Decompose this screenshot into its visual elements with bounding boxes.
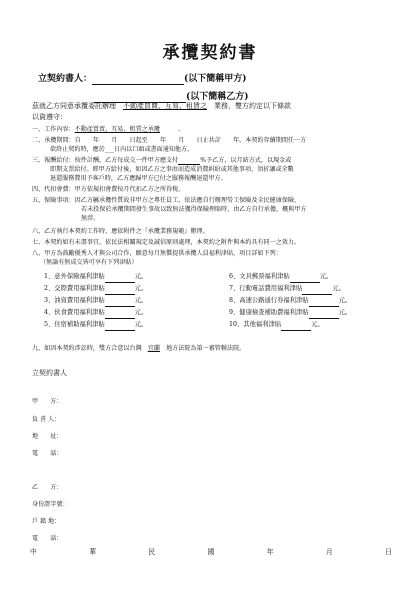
clause-3-text-tail: %予乙方，以月結方式，以現金或 [200, 157, 292, 164]
allowance-amount-field[interactable] [105, 323, 135, 331]
intro-text: 茲就乙方同意承攬委託辦理 [32, 102, 116, 110]
intro-line-2: 以資遵守： [32, 113, 67, 121]
court-location-field[interactable]: 宜蘭 [147, 345, 160, 352]
clause-2-line-2: 欲終止契約時，應於___日內以口頭或書面通知他方。 [50, 146, 194, 153]
allowance-item: 7、行動電話費用福利津貼 元。 [229, 283, 351, 295]
party-a-label: 立契約書人： [38, 74, 93, 84]
allowance-item: 3、油資費用福利津貼 元。 [44, 295, 147, 307]
allowance-amount-field[interactable] [105, 299, 135, 307]
clause-1-end: 。 [178, 126, 185, 133]
party-b-suffix: (以下簡稱乙方) [186, 92, 249, 102]
date-row [30, 546, 392, 556]
allowance-amount-field[interactable] [309, 311, 339, 319]
intro-line-1 [32, 102, 291, 110]
allowance-item: 9、健康檢查補助費福利津貼 元。 [229, 307, 351, 319]
document-title: 承攬契約書 [162, 43, 258, 63]
clause-8: 八、甲方為鼓勵優秀人才與公司合作，願意每月無償提供承攬人員福利津貼，項目詳如下列： [32, 250, 282, 257]
party-b-line [94, 84, 249, 103]
allowance-item: 6、文具郵票福利津貼 元。 [229, 271, 351, 283]
date-char: 月 [325, 548, 333, 556]
clause-3-line-2: 即期支票給付。經甲方給付後，如因乙方之事由而造成消費糾紛或其他事項，須折讓或全數 [50, 166, 294, 173]
date-char: 國 [207, 548, 215, 556]
date-char: 華 [89, 548, 96, 556]
allowance-amount-field[interactable] [105, 311, 135, 319]
clause-1-label: 一、工作內容： [32, 126, 75, 133]
sig-b-party: 乙 方： [32, 484, 63, 491]
allowance-list-left [44, 271, 147, 331]
date-char: 年 [266, 548, 274, 556]
allowance-item: 8、高速公路通行券福利津貼 元。 [229, 295, 351, 307]
date-char: 民 [148, 548, 156, 556]
sig-a-phone: 電 話： [32, 450, 63, 457]
allowance-amount-field[interactable] [105, 275, 135, 283]
party-a-line [38, 66, 247, 85]
sig-a-party: 甲 方： [32, 398, 63, 405]
clause-1 [32, 126, 184, 134]
intro-service-field[interactable]: 不動產買賣、互易、租賃之 [123, 102, 207, 110]
allowance-item: 10、其他福利津貼 元。 [229, 319, 351, 331]
allowance-item: 4、伙食費用福利津貼 元。 [44, 307, 147, 319]
allowance-amount-field[interactable] [105, 287, 135, 295]
sig-b-registered-address: 戶 籍 地： [32, 518, 61, 525]
intro-text-tail: 業務，雙方約定以下條款 [214, 102, 291, 110]
sig-a-address: 地 址： [32, 433, 63, 440]
allowance-amount-field[interactable] [290, 275, 320, 283]
party-a-suffix: (以下簡稱甲方) [184, 74, 247, 84]
clause-7: 七、本契約如有未盡事宜，依民法相關規定及誠信原則處理，本契約之附件與本約具有同一之效力。 [32, 239, 301, 246]
allowance-amount-field[interactable] [302, 287, 332, 295]
clause-6: 六、乙方執行本契約工作時，應依附件之『承攬業務規範』辦理。 [32, 228, 209, 235]
clause-9 [32, 345, 245, 353]
date-char: 中 [30, 548, 37, 556]
clause-9-text-tail: 地方法院為第一審管轄法院。 [166, 345, 246, 352]
sig-a-representative: 負 責 人： [32, 416, 61, 423]
sig-b-id-number: 身份證字號： [32, 501, 69, 508]
clause-3-line-3: 退還服務費用予客戶時，乙方應歸甲方已付之服務報酬退還甲方。 [50, 175, 227, 182]
commission-rate-field[interactable] [178, 157, 200, 165]
clause-8-note: （無論有無成交皆可享有下列津貼） [40, 259, 138, 266]
clause-5-line-1: 五、保險事項：因乙方屬承攬性質故非甲方之專任員工，依法應自行辦理勞工保險及全民健康保險， [32, 197, 301, 204]
clause-2-line-1: 二、承攬期間：自 年 月 日起至 年 月 日止共計 年，本契約存續期間任一方 [32, 137, 307, 144]
allowance-item: 1、意外保險福利津貼 元。 [44, 271, 147, 283]
allowance-amount-field[interactable] [281, 323, 311, 331]
allowance-item: 2、交際費用福利津貼 元。 [44, 283, 147, 295]
signature-heading: 立契約書人 [32, 369, 67, 377]
clause-3-line-1 [32, 157, 291, 165]
clause-4: 四、代扣會費：甲方依規扣會費按月代扣乙方之所得稅。 [32, 186, 185, 193]
allowance-item: 5、住宿補助福利津貼 元。 [44, 319, 147, 331]
clause-1-service-field[interactable]: 不動產買賣、互易、租賃之承攬 [74, 126, 160, 133]
clause-9-text: 九、如因本契約涉訟時，雙方合意以台灣 [32, 345, 142, 352]
allowance-amount-field[interactable] [309, 299, 339, 307]
allowance-list-right [229, 271, 351, 331]
sig-b-phone: 電 話： [32, 535, 63, 542]
clause-3-text: 三、報酬給付：按件計酬，乙方每成交一件甲方應支付 [32, 157, 179, 164]
clause-5-line-2: 若未投保於承攬期間發生事故以致無法獲得保險理賠時，由乙方自行承擔，概與甲方 [81, 206, 307, 213]
clause-5-line-3: 無涉。 [81, 215, 100, 222]
date-char: 日 [385, 548, 392, 556]
